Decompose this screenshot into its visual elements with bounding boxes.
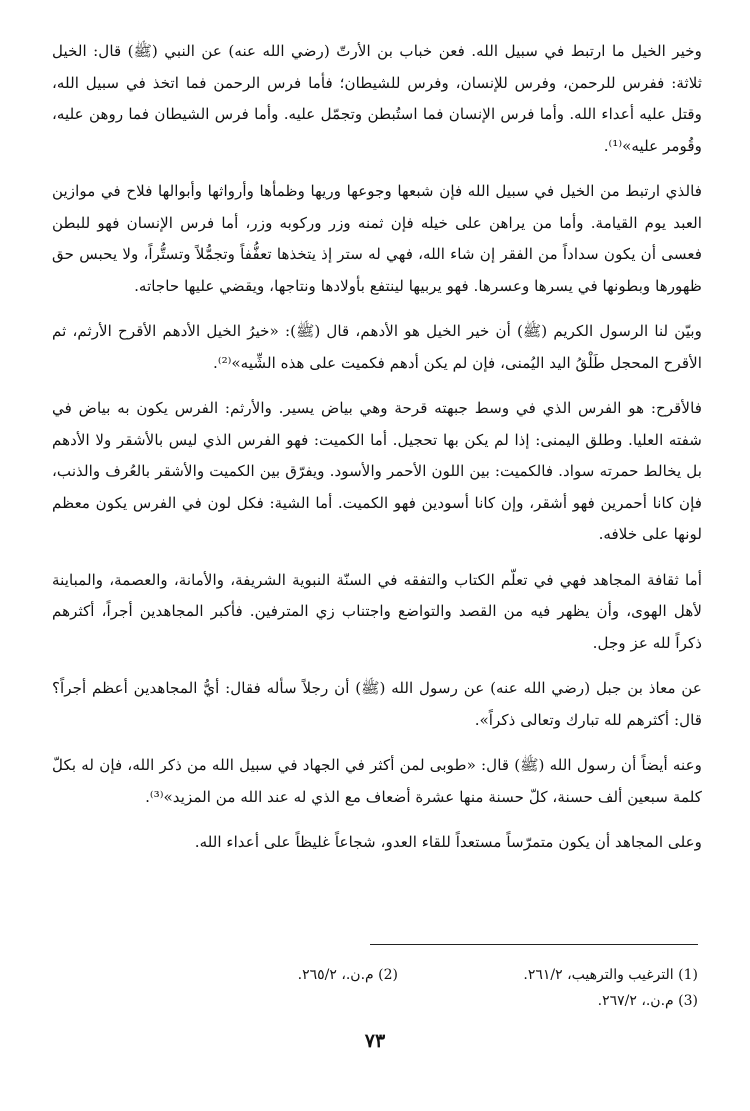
paragraph: [52, 316, 702, 379]
page-number: ٧٣: [364, 1030, 386, 1052]
footnote-2: (2) م.ن.، ٢٦٥/٢.: [297, 967, 398, 983]
footnote-row: [52, 962, 698, 988]
paragraph: [52, 565, 702, 660]
footnote-1: (1) الترغيب والترهيب، ٢٦١/٢.: [523, 967, 698, 983]
paragraph: [52, 393, 702, 551]
paragraph-text: فالذي ارتبط من الخيل في سبيل الله فإن شبعها وجوعها وريها وظمأها وأرواثها وأبوالها فلاح في موازين العبد يوم القيامة. وأما من يراهن على خيله فإن ثمنه وزر وركوبه وزر، أما فرس الإنسان فهو للبطن فعسى أن يكون سداداً من الفقر إن شاء الله، فهي له ستر إذ يتخذها تعفُّفاً وتجمُّلاً وتستُّراً، ولا يحبس حق ظهورها وبطونها في يسرها وعسرها. فهو يربيها لينتفع بأولادها ونتاجها، ويقضي عليها حاجاته.: [52, 182, 702, 295]
footnote-3: (3) م.ن.، ٢٦٧/٢.: [597, 993, 698, 1009]
paragraph-text: وبيّن لنا الرسول الكريم (ﷺ) أن خير الخيل هو الأدهم، قال (ﷺ): «خيرُ الخيل الأدهم الأقرح الأرثم، ثم الأقرح المحجل طَلْقُ اليد اليُمنى، فإن لم يكن أدهم فكميت على هذه الشِّيه»⁽²⁾.: [52, 322, 702, 372]
paragraph-text: أما ثقافة المجاهد فهي في تعلّم الكتاب والتفقه في السنّة النبوية الشريفة، والأمانة، والعصمة، والمباينة لأهل الهوى، وأن يظهر فيه من القصد والتواضع واجتناب زي المترفين. فأكبر المجاهدين أجراً، أكثرهم ذكراً لله عز وجل.: [52, 570, 702, 652]
paragraph-text: عن معاذ بن جبل (رضي الله عنه) عن رسول الله (ﷺ) أن رجلاً سأله فقال: أيُّ المجاهدين أعظم أجراً؟ قال: أكثرهم لله تبارك وتعالى ذكراً».: [52, 679, 702, 729]
paragraph: [52, 176, 702, 302]
paragraph: [52, 673, 702, 736]
paragraph-text: وخير الخيل ما ارتبط في سبيل الله. فعن خباب بن الأرتّ (رضي الله عنه) عن النبي (ﷺ) قال: الخيل ثلاثة: ففرس للرحمن، وفرس للإنسان، وفرس للشيطان؛ فأما فرس الرحمن فما اتخذ في سبيل الله، وقتل عليه أعداء الله. وأما فرس الإنسان فما استُبطن وتجمّل عليه. وأما فرس الشيطان فما روهن عليه، وقُومر عليه»⁽¹⁾.: [52, 42, 702, 155]
paragraph: [52, 750, 702, 813]
footnote-row: [52, 988, 698, 1014]
paragraph: [52, 827, 702, 859]
paragraph: [52, 36, 702, 162]
paragraph-text: وعنه أيضاً أن رسول الله (ﷺ) قال: «طوبى لمن أكثر في الجهاد في سبيل الله من ذكر الله، فإن له بكلّ كلمة سبعين ألف حسنة، كلّ حسنة منها عشرة أضعاف مع الذي له عند الله من المزيد»⁽³⁾.: [52, 756, 702, 806]
paragraph-text: وعلى المجاهد أن يكون متمرّساً مستعداً للقاء العدو، شجاعاً غليظاً على أعداء الله.: [194, 833, 702, 851]
footnote-divider: [370, 944, 698, 945]
footnotes: [52, 962, 698, 1014]
paragraph-text: فالأقرح: هو الفرس الذي في وسط جبهته قرحة وهي بياض يسير. والأرثم: الفرس يكون به بياض في شفته العليا. وطلق اليمنى: إذا لم يكن بها تحجيل. أما الكميت: فهو الفرس الذي ليس بالأشقر ولا الأدهم بل يخالط حمرته سواد. فالكميت: بين اللون الأحمر والأسود. ويفرّق بين الكميت والأشقر بالعُرف والذنب، فإن كانا أحمرين فهو أشقر، وإن كانا أسودين فهو الكميت. أما الشية: فكل لون في الفرس يكون معظم لونها على خلافه.: [52, 399, 702, 543]
